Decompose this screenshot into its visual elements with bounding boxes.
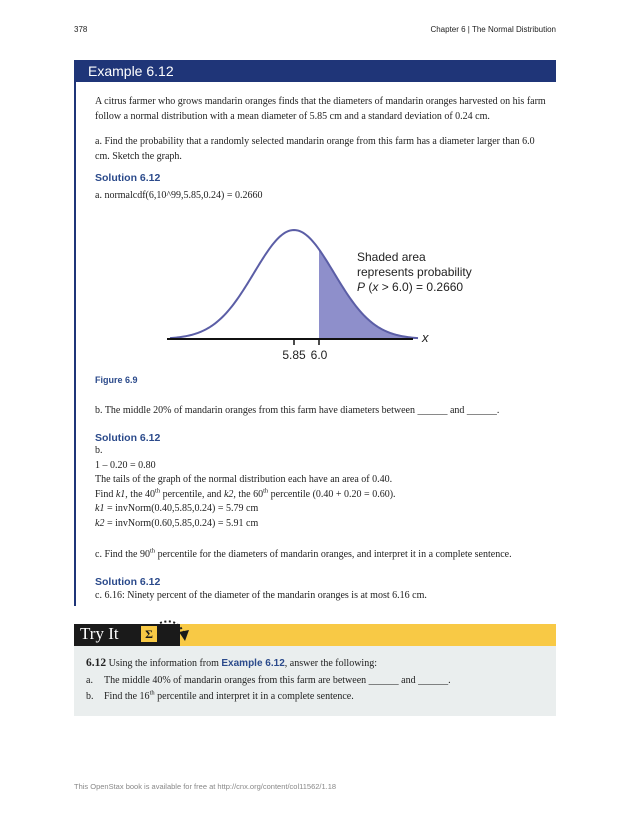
footer-note: This OpenStax book is available for free at http://cnx.org/content/col11562/1.18 xyxy=(74,782,337,791)
page-number: 378 xyxy=(74,25,88,34)
intro-text: Using the information from xyxy=(106,658,222,669)
annotation-var: x xyxy=(372,280,379,294)
line3-part: , the 40 xyxy=(125,488,156,500)
example-link[interactable]: Example 6.12 xyxy=(221,658,285,669)
solution-heading-b: Solution 6.12 xyxy=(95,432,161,444)
annotation-open: ( xyxy=(365,280,373,294)
problem-statement: A citrus farmer who grows mandarin oranges finds that the diameters of mandarin oranges harvested on his farm follow a normal distribution with a mean diameter of 5.85 cm and a standard deviation of 0.24 cm. xyxy=(95,96,546,122)
tick-label-mean: 5.85 xyxy=(282,348,306,362)
chapter-title: Chapter 6 | The Normal Distribution xyxy=(430,25,556,34)
k2-symbol: k2 xyxy=(223,488,234,500)
annotation-p: P xyxy=(357,280,366,294)
solution-heading-c: Solution 6.12 xyxy=(95,576,161,588)
solution-a-text: a. normalcdf(6,10^99,5.85,0.24) = 0.2660 xyxy=(95,190,263,201)
try-it-item-a xyxy=(86,674,451,689)
line3-part: , the 60 xyxy=(233,488,264,500)
part-c-sup: th xyxy=(150,547,156,555)
annotation-formula xyxy=(357,280,463,294)
line3-part: percentile, and xyxy=(160,488,224,500)
try-it-item-b xyxy=(86,690,354,705)
solution-b-k1 xyxy=(95,502,550,517)
line3-part: Find xyxy=(95,488,116,500)
item-marker: a. xyxy=(86,675,93,686)
line3-sup: th xyxy=(155,487,161,495)
solution-b-label: b. xyxy=(95,445,103,456)
part-c-text: c. Find the 90 xyxy=(95,549,150,560)
dotted-arrow-icon xyxy=(158,617,194,645)
k2-value: = invNorm(0.60,5.85,0.24) = 5.91 cm xyxy=(104,517,259,529)
annotation-rest: > 6.0) = 0.2660 xyxy=(378,280,464,294)
part-b-question: b. The middle 20% of mandarin oranges from this farm have diameters between ______ and ______. xyxy=(95,405,500,416)
annotation-line-1: Shaded area xyxy=(357,250,426,264)
solution-b-line1: 1 – 0.20 = 0.80 xyxy=(95,459,156,471)
item-text: The middle 40% of mandarin oranges from this farm are between ______ and ______. xyxy=(104,675,451,686)
exercise-number: 6.12 xyxy=(86,657,107,669)
sigma-icon: Σ xyxy=(141,626,157,642)
solution-b-line3 xyxy=(95,488,550,503)
annotation-line-2: represents probability xyxy=(357,265,472,279)
figure-caption: Figure 6.9 xyxy=(95,375,138,385)
line3-part: percentile (0.40 + 0.20 = 0.60). xyxy=(268,488,396,500)
item-text: Find the 16 xyxy=(104,691,150,702)
solution-b-block xyxy=(95,444,550,531)
k2-symbol: k2 xyxy=(95,517,105,529)
normal-curve-chart xyxy=(95,215,472,370)
line3-sup: th xyxy=(263,487,269,495)
x-axis-label: x xyxy=(422,330,429,345)
k1-symbol: k1 xyxy=(115,488,126,500)
solution-b-line2: The tails of the graph of the normal distribution each have an area of 0.40. xyxy=(95,474,393,485)
k1-symbol: k1 xyxy=(95,503,105,514)
item-sup: th xyxy=(149,689,155,697)
tick-label-shade-start: 6.0 xyxy=(310,348,328,362)
try-it-intro xyxy=(86,656,377,672)
k1-value: = invNorm(0.40,5.85,0.24) = 5.79 cm xyxy=(104,503,259,514)
item-text: percentile and interpret it in a complete sentence. xyxy=(154,691,354,702)
part-a-question: a. Find the probability that a randomly selected mandarin orange from this farm has a diameter larger than 6.0 cm. Sketch the graph. xyxy=(95,136,535,162)
solution-heading-a: Solution 6.12 xyxy=(95,172,161,184)
intro-text: , answer the following: xyxy=(284,658,377,669)
solution-b-k2 xyxy=(95,517,550,532)
item-marker: b. xyxy=(86,691,94,702)
part-c-text: percentile for the diameters of mandarin oranges, and interpret it in a complete sentence. xyxy=(155,549,512,560)
example-title: Example 6.12 xyxy=(88,63,174,79)
part-c-question xyxy=(95,548,550,563)
solution-c-text: c. 6.16: Ninety percent of the diameter of the mandarin oranges is at most 6.16 cm. xyxy=(95,590,427,601)
try-it-title: Try It xyxy=(80,624,119,643)
